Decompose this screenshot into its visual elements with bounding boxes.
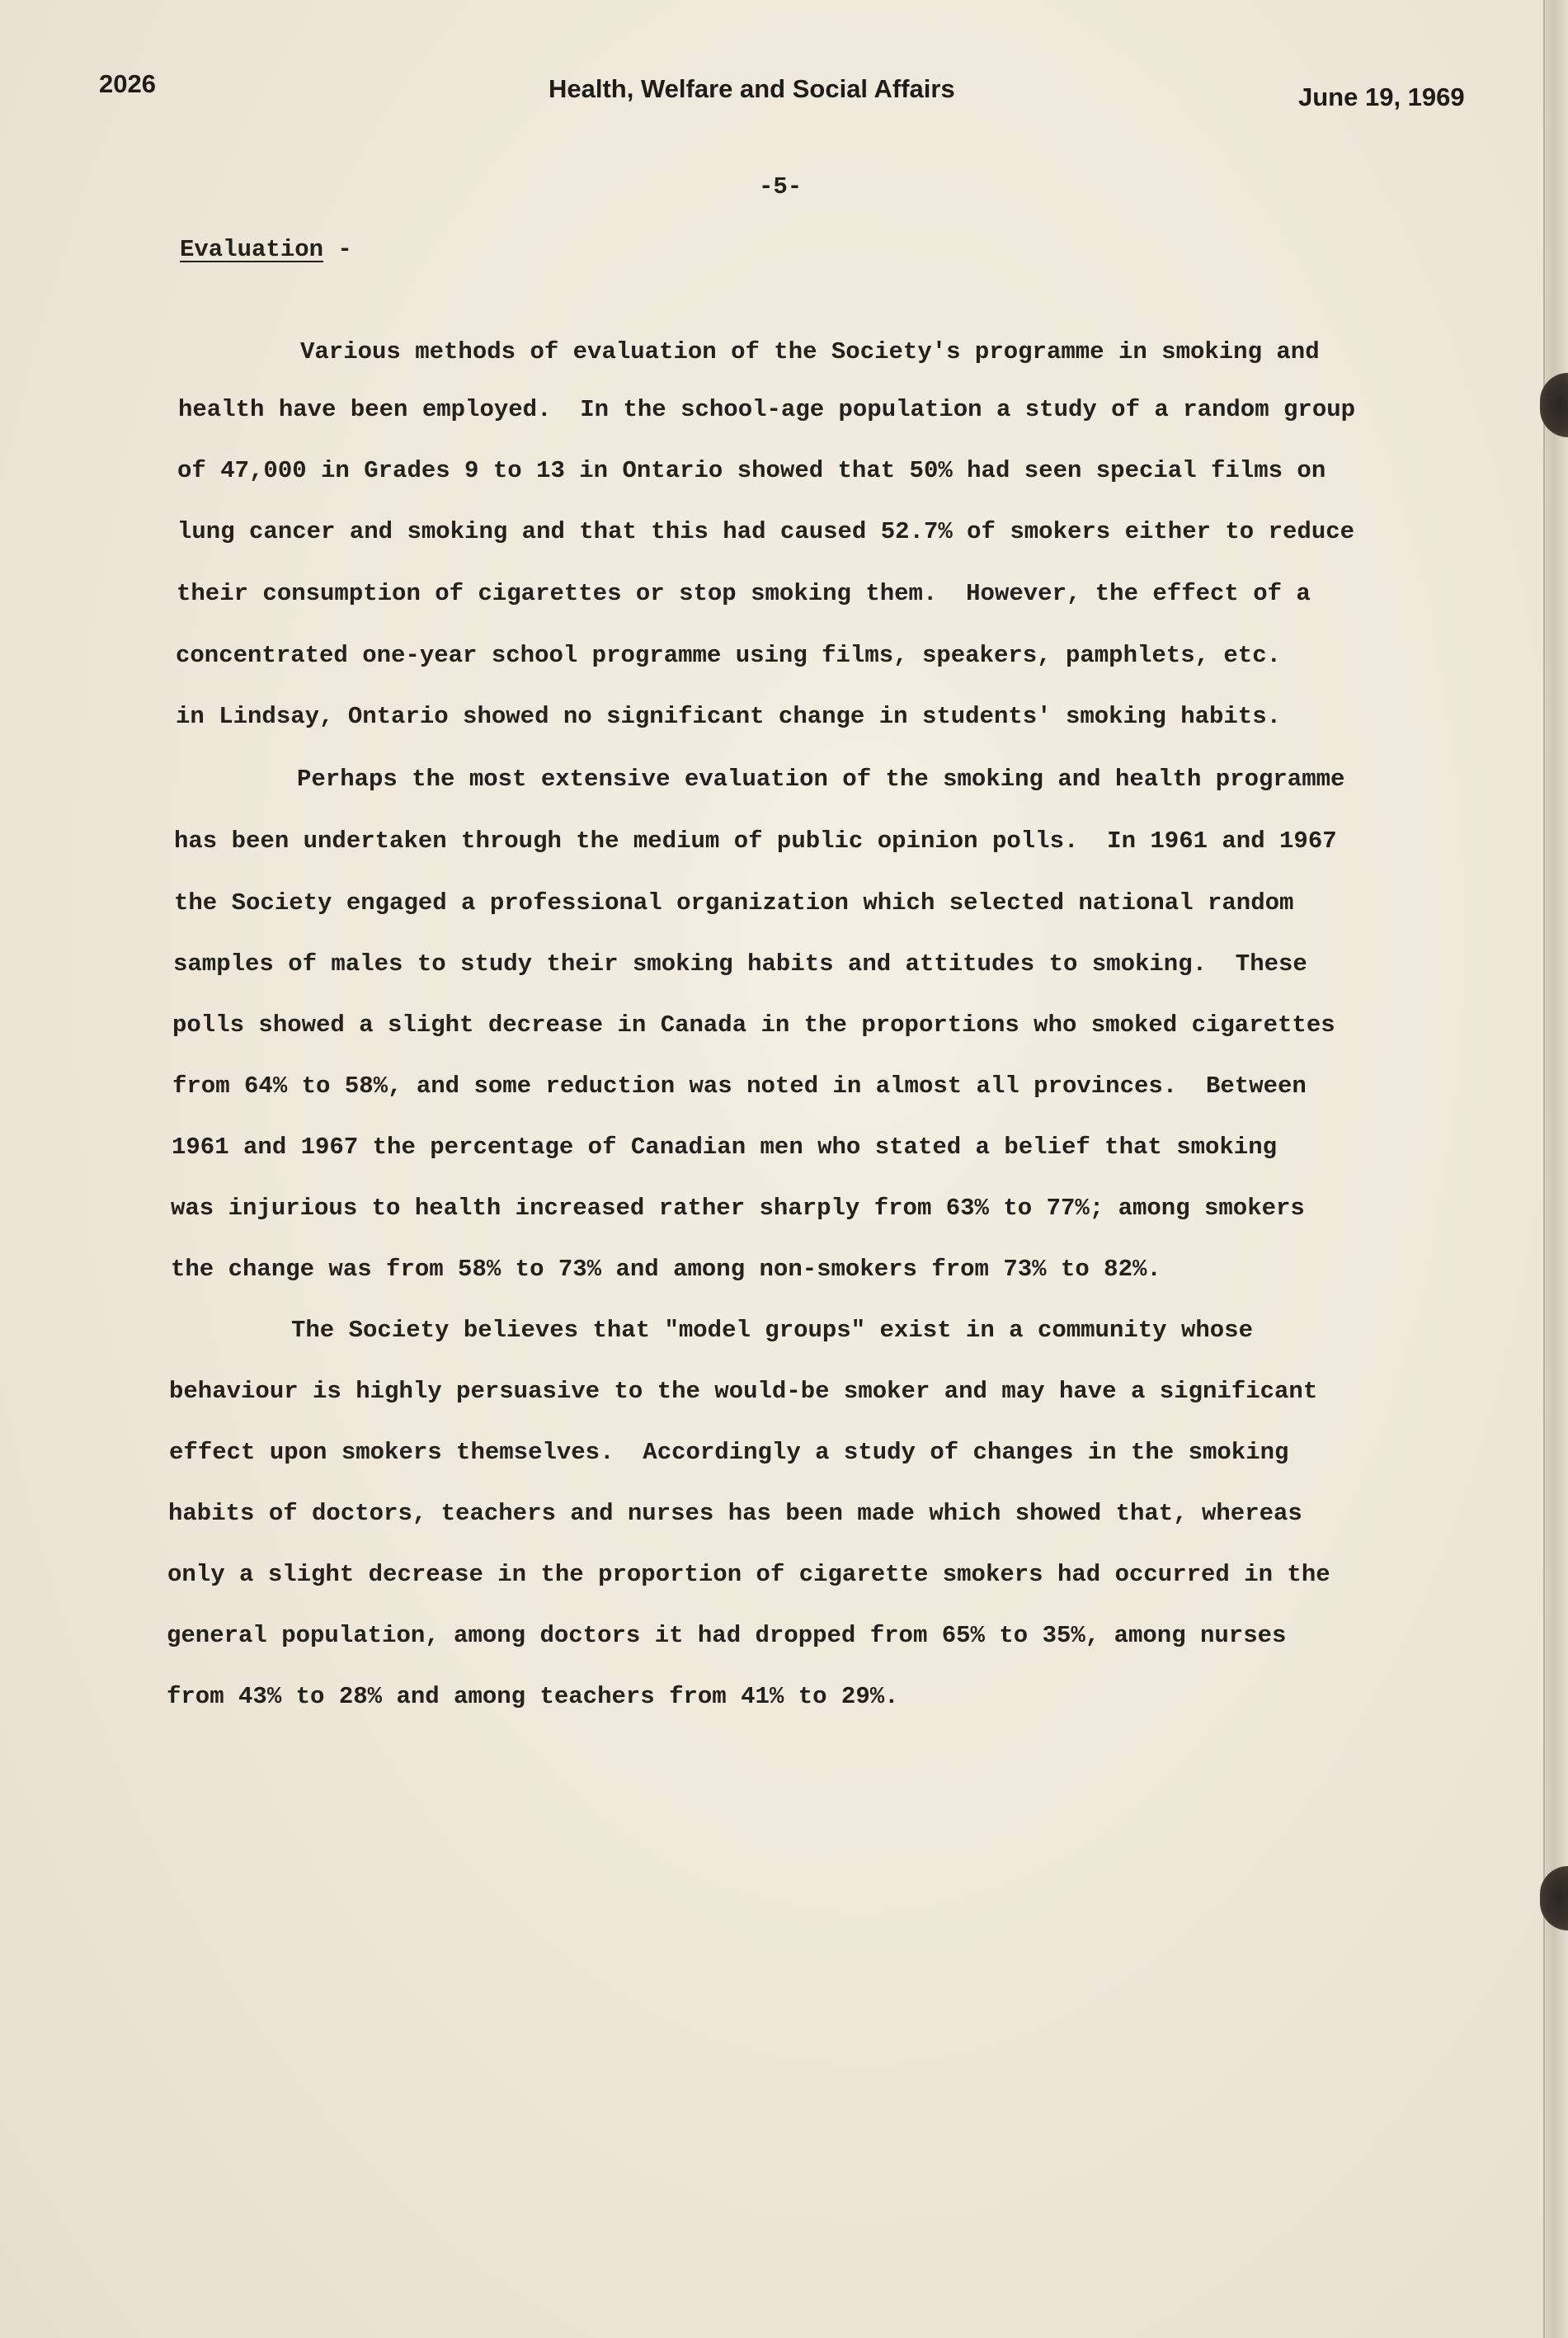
text-line: behaviour is highly persuasive to the would-be smoker and may have a significant: [169, 1378, 1318, 1405]
issue-date: June 19, 1969: [1298, 82, 1465, 111]
section-heading: [180, 236, 352, 263]
text-line: of 47,000 in Grades 9 to 13 in Ontario showed that 50% had seen special films on: [177, 457, 1326, 484]
text-line: only a slight decrease in the proportion of cigarette smokers had occurred in the: [167, 1561, 1330, 1588]
text-line: their consumption of cigarettes or stop smoking them. However, the effect of a: [177, 580, 1311, 607]
section-heading-dash: -: [323, 236, 352, 263]
text-line: concentrated one-year school programme using films, speakers, pamphlets, etc.: [176, 642, 1282, 669]
text-line: general population, among doctors it had dropped from 65% to 35%, among nurses: [167, 1622, 1287, 1649]
text-line: habits of doctors, teachers and nurses has been made which showed that, whereas: [168, 1500, 1302, 1527]
text-line: polls showed a slight decrease in Canada in the proportions who smoked cigarettes: [172, 1011, 1335, 1039]
text-line: The Society believes that "model groups" exist in a community whose: [291, 1317, 1253, 1344]
text-line: lung cancer and smoking and that this had caused 52.7% of smokers either to reduce: [177, 518, 1355, 545]
running-title: Health, Welfare and Social Affairs: [549, 74, 955, 103]
text-line: from 64% to 58%, and some reduction was noted in almost all provinces. Between: [172, 1072, 1307, 1100]
text-line: effect upon smokers themselves. Accordingly a study of changes in the smoking: [169, 1439, 1289, 1466]
page-edge: [1543, 0, 1568, 2338]
text-line: 1961 and 1967 the percentage of Canadian men who stated a belief that smoking: [172, 1134, 1278, 1161]
text-line: in Lindsay, Ontario showed no significant change in students' smoking habits.: [176, 703, 1282, 730]
section-heading-text: Evaluation: [180, 236, 324, 263]
sheet-number: -5-: [759, 173, 803, 200]
text-line: the Society engaged a professional organization which selected national random: [174, 889, 1294, 917]
text-line: has been undertaken through the medium of public opinion polls. In 1961 and 1967: [174, 827, 1337, 855]
page-number: 2026: [99, 69, 156, 98]
text-line: samples of males to study their smoking habits and attitudes to smoking. These: [173, 950, 1307, 978]
text-line: Perhaps the most extensive evaluation of the smoking and health programme: [297, 766, 1345, 793]
text-line: Various methods of evaluation of the Society's programme in smoking and: [300, 338, 1320, 365]
text-line: health have been employed. In the school-age population a study of a random group: [178, 396, 1356, 423]
text-line: was injurious to health increased rather sharply from 63% to 77%; among smokers: [171, 1195, 1305, 1222]
text-line: the change was from 58% to 73% and among non-smokers from 73% to 82%.: [171, 1256, 1161, 1283]
text-line: from 43% to 28% and among teachers from 41% to 29%.: [167, 1683, 899, 1710]
